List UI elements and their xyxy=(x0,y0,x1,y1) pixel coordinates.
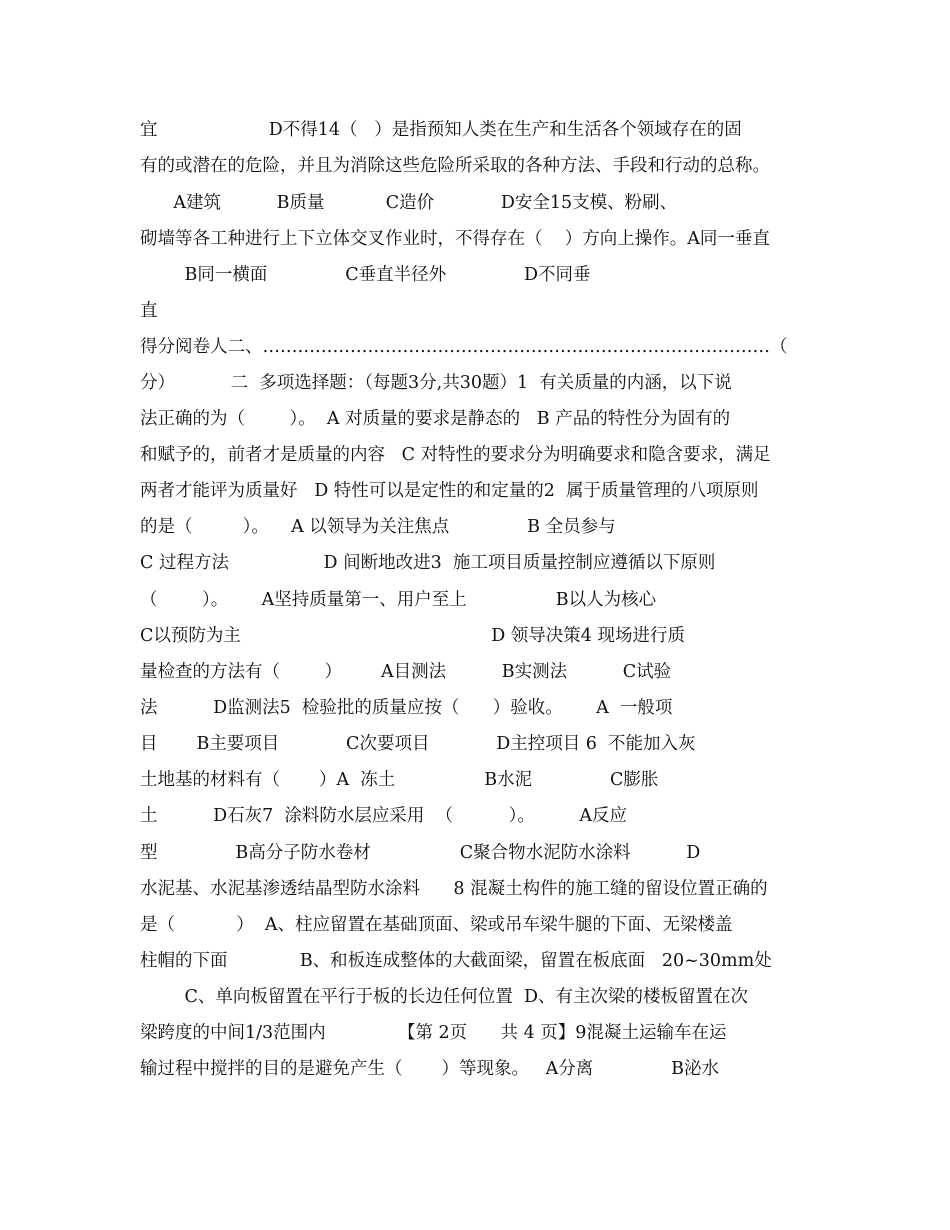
text-line: 和赋予的，前者才是质量的内容 C 对特性的要求分为明确要求和隐含要求，满足 xyxy=(140,445,771,465)
text-line: 土地基的材料有（ ）A 冻土 B水泥 C膨胀 xyxy=(140,770,659,790)
text-line: 水泥基、水泥基渗透结晶型防水涂料 8 混凝土构件的施工缝的留设位置正确的 xyxy=(140,879,768,899)
text-line: 梁跨度的中间1/3范围内 【第 2页 共 4 页】9混凝土运输车在运 xyxy=(140,1023,727,1043)
text-line: 宜 D不得14（ ）是指预知人类在生产和生活各个领域存在的固 xyxy=(140,120,742,140)
text-line: 的是（ ）。 A 以领导为关注焦点 B 全员参与 xyxy=(140,517,616,537)
text-line: 法正确的为（ ）。 A 对质量的要求是静态的 B 产品的特性分为固有的 xyxy=(140,409,731,429)
text-line: 输过程中搅拌的目的是避免产生（ ）等现象。 A分离 B泌水 xyxy=(140,1059,720,1079)
text-line: C 过程方法 D 间断地改进3 施工项目质量控制应遵循以下原则 xyxy=(140,553,716,573)
text-line: 分） 二 多项选择题：（每题3分,共30题）1 有关质量的内涵，以下说 xyxy=(140,373,732,393)
text-line: 两者才能评为质量好 D 特性可以是定性的和定量的2 属于质量管理的八项原则 xyxy=(140,481,759,501)
text-line: 型 B高分子防水卷材 C聚合物水泥防水涂料 D xyxy=(140,843,701,863)
text-line: 得分阅卷人二、……………………………………………………………………………（ xyxy=(140,337,788,357)
text-line: B同一横面 C垂直半径外 D不同垂 xyxy=(140,265,591,285)
text-line: 量检查的方法有（ ） A目测法 B实测法 C试验 xyxy=(140,662,672,682)
text-line: 目 B主要项目 C次要项目 D主控项目 6 不能加入灰 xyxy=(140,734,696,754)
text-line: 法 D监测法5 检验批的质量应按（ ）验收。 A 一般项 xyxy=(140,698,673,718)
text-line: A建筑 B质量 C造价 D安全15支模、粉刷、 xyxy=(140,193,678,213)
text-line: 是（ ） A、柱应留置在基础顶面、梁或吊车梁牛腿的下面、无梁楼盖 xyxy=(140,915,733,935)
text-line: 土 D石灰7 涂料防水层应采用 （ ）。 A反应 xyxy=(140,806,628,826)
text-line: C、单向板留置在平行于板的长边任何位置 D、有主次梁的楼板留置在次 xyxy=(140,987,749,1007)
text-line: 有的或潜在的危险，并且为消除这些危险所采取的各种方法、手段和行动的总称。 xyxy=(140,156,770,176)
text-line: （ ）。 A坚持质量第一、用户至上 B以人为核心 xyxy=(140,590,657,610)
text-line: C以预防为主 D 领导决策4 现场进行质 xyxy=(140,626,686,646)
text-line: 砌墙等各工种进行上下立体交叉作业时，不得存在（ ）方向上操作。A同一垂直 xyxy=(140,229,770,249)
text-line: 直 xyxy=(140,301,158,321)
text-line: 柱帽的下面 B、和板连成整体的大截面梁，留置在板底面 20~30mm处 xyxy=(140,951,772,971)
